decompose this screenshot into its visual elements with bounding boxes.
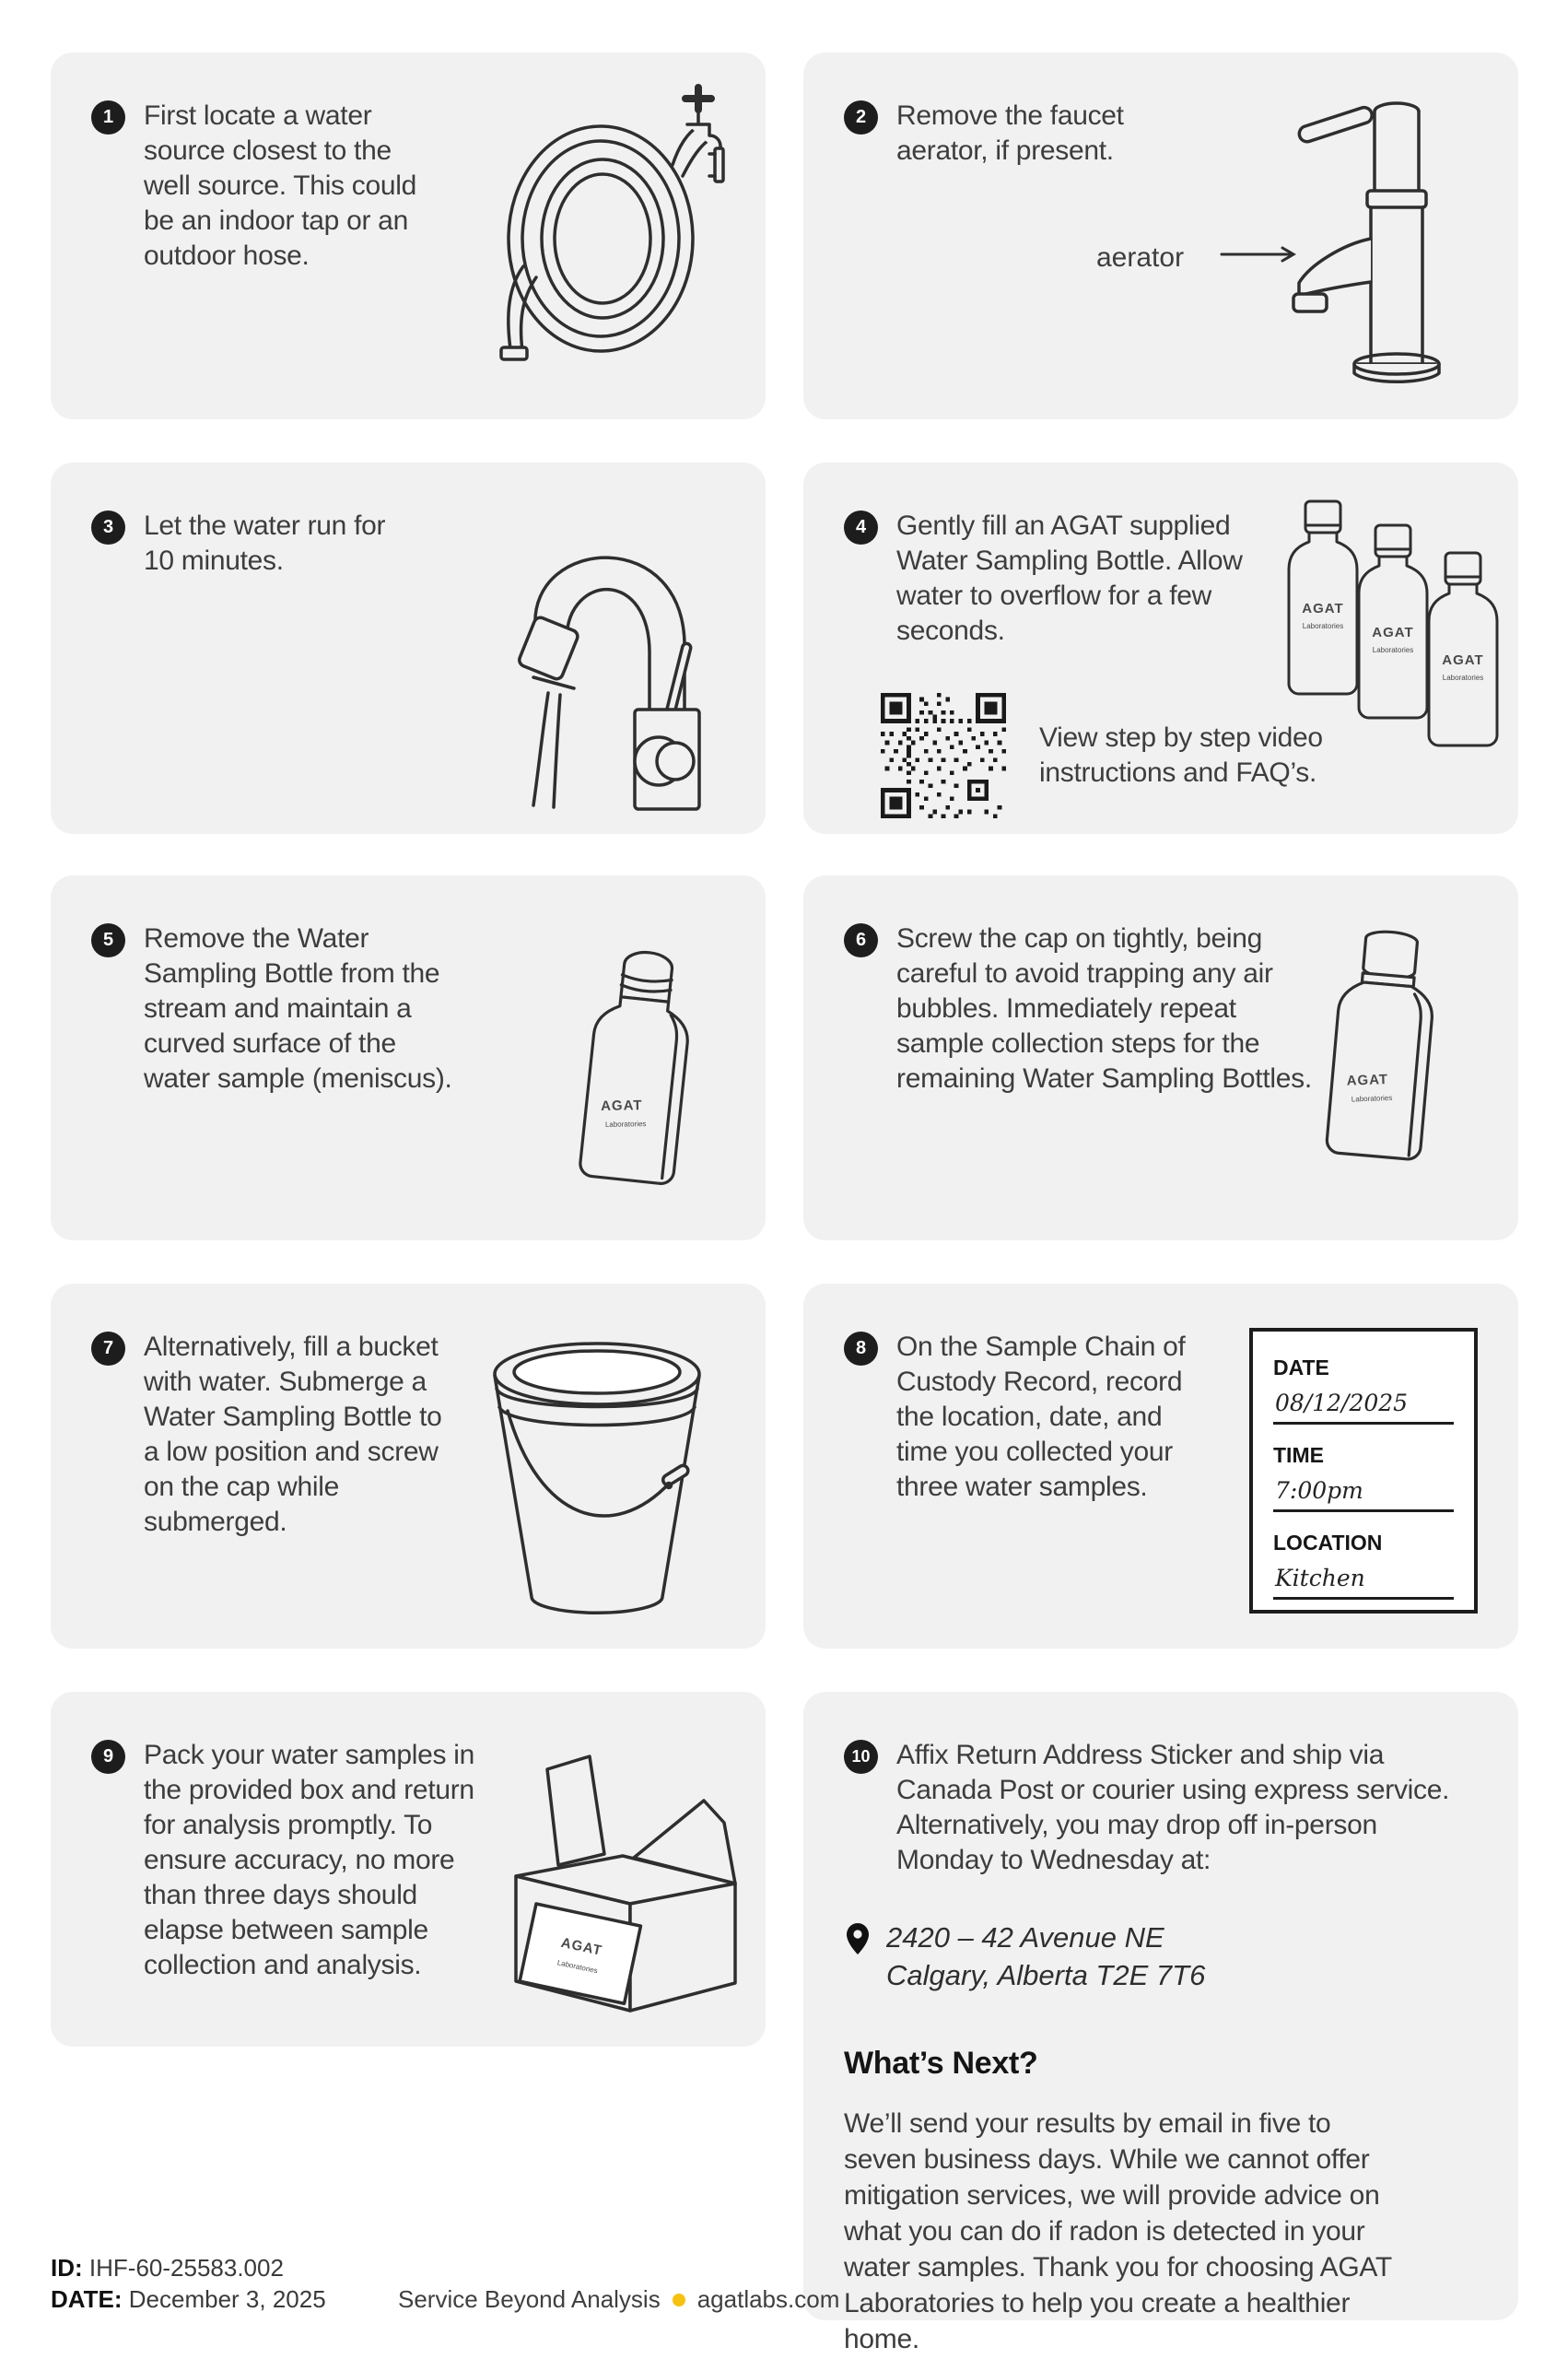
svg-text:Laboratories: Laboratories — [604, 1120, 647, 1129]
document-date-label: DATE: — [51, 2285, 123, 2313]
record-time-label: TIME — [1273, 1443, 1324, 1467]
qr-caption: View step by step video instructions and FAQ’s. — [1039, 722, 1323, 788]
faucet-illustration — [1258, 73, 1470, 395]
svg-text:Laboratories: Laboratories — [556, 1958, 599, 1976]
record-location-label: LOCATION — [1273, 1531, 1383, 1555]
step-2-card — [803, 53, 1518, 419]
document-date-value: December 3, 2025 — [128, 2285, 326, 2313]
step-8-text: On the Sample Chain of Custody Record, record the location, date, and time you collected your three water samples. — [896, 1332, 1186, 1502]
step-7-text: Alternatively, fill a bucket with water. Submerge a Water Sampling Bottle to a low position and screw on the cap while submerged. — [144, 1332, 442, 1537]
map-pin-icon — [846, 1922, 870, 1994]
step-6-badge: 6 — [844, 923, 878, 957]
step-1-card — [51, 53, 766, 419]
step-2-text: Remove the faucet aerator, if present. — [896, 100, 1124, 166]
step-5-badge: 5 — [91, 923, 125, 957]
whats-next-heading: What’s Next? — [844, 2046, 1038, 2081]
document-date — [51, 2285, 326, 2314]
step-3-badge: 3 — [91, 511, 125, 545]
step-6-card — [803, 875, 1518, 1240]
step-3-card — [51, 463, 766, 834]
step-9-card — [51, 1692, 766, 2047]
step-10-card — [803, 1692, 1518, 2354]
step-8-badge: 8 — [844, 1332, 878, 1366]
address-line-1: 2420 – 42 Avenue NE — [886, 1921, 1164, 1954]
step-7-badge: 7 — [91, 1332, 125, 1366]
step-2-badge: 2 — [844, 100, 878, 135]
svg-text:Laboratories: Laboratories — [1351, 1093, 1393, 1104]
qr-code — [881, 693, 1006, 818]
address-line-2: Calgary, Alberta T2E 7T6 — [886, 1959, 1206, 1991]
step-9-badge: 9 — [91, 1740, 125, 1774]
shipping-box-illustration — [459, 1736, 740, 2013]
document-id-value: IHF-60-25583.002 — [88, 2254, 284, 2282]
step-10-badge: 10 — [844, 1740, 878, 1774]
sampling-bottle-illustration — [560, 947, 712, 1224]
capped-bottle-illustration — [1305, 923, 1457, 1200]
running-faucet-illustration — [469, 488, 708, 813]
record-location-value: Kitchen — [1273, 1555, 1454, 1600]
website-text: agatlabs.com — [696, 2285, 840, 2313]
tagline-text: Service Beyond Analysis — [398, 2285, 661, 2313]
svg-text:AGAT: AGAT — [1346, 1072, 1389, 1089]
step-1-text: First locate a water source closest to the well source. This could be an indoor tap or an outdoor hose. — [144, 100, 417, 271]
brand-tagline — [398, 2285, 839, 2314]
step-1-badge: 1 — [91, 100, 125, 135]
brand-dot-icon — [673, 2294, 685, 2306]
step-5-text: Remove the Water Sampling Bottle from the stream and maintain a curved surface of the water sample (meniscus). — [144, 923, 452, 1094]
step-3-text: Let the water run for 10 minutes. — [144, 511, 386, 576]
step-4-badge: 4 — [844, 511, 878, 545]
whats-next-paragraph: We’ll send your results by email in five to seven business days. While we cannot offer mitigation services, we will provide advice on what you can do if radon is detected in your water samples. Thank you for choosing AGAT Laboratories to help you create a healthier home. — [844, 2108, 1392, 2354]
step-9-text: Pack your water samples in the provided box and return for analysis promptly. To ensure accuracy, no more than three days should elapse between sample collection and analysis. — [144, 1740, 475, 1980]
record-date-label: DATE — [1273, 1356, 1329, 1379]
bucket-illustration — [482, 1332, 712, 1625]
step-7-card — [51, 1284, 766, 1649]
step-8-card — [803, 1284, 1518, 1649]
step-10-text: Affix Return Address Sticker and ship via Canada Post or courier using express service. Alternatively, you may drop off in-person Monday to Wednesday at: — [896, 1740, 1450, 1875]
aerator-callout-label: aerator — [1096, 242, 1185, 273]
step-4-card — [803, 463, 1518, 834]
document-id-label: ID: — [51, 2254, 83, 2282]
garden-hose-illustration — [492, 73, 727, 386]
custody-record-card — [1249, 1328, 1478, 1614]
record-time-value: 7:00pm — [1273, 1468, 1454, 1512]
dropoff-address — [846, 1919, 1478, 1994]
step-4-text: Gently fill an AGAT supplied Water Sampling Bottle. Allow water to overflow for a few seconds. — [896, 511, 1243, 646]
svg-text:AGAT: AGAT — [600, 1097, 643, 1114]
three-bottles-illustration: AGAT Laboratories — [1281, 488, 1507, 774]
step-6-text: Screw the cap on tightly, being careful to avoid trapping any air bubbles. Immediately repeat sample collection steps for the remaining Water Sampling Bottles. — [896, 923, 1312, 1094]
step-5-card — [51, 875, 766, 1240]
record-date-value: 08/12/2025 — [1273, 1380, 1454, 1425]
document-id — [51, 2254, 284, 2283]
svg-text:AGAT: AGAT — [559, 1934, 604, 1959]
